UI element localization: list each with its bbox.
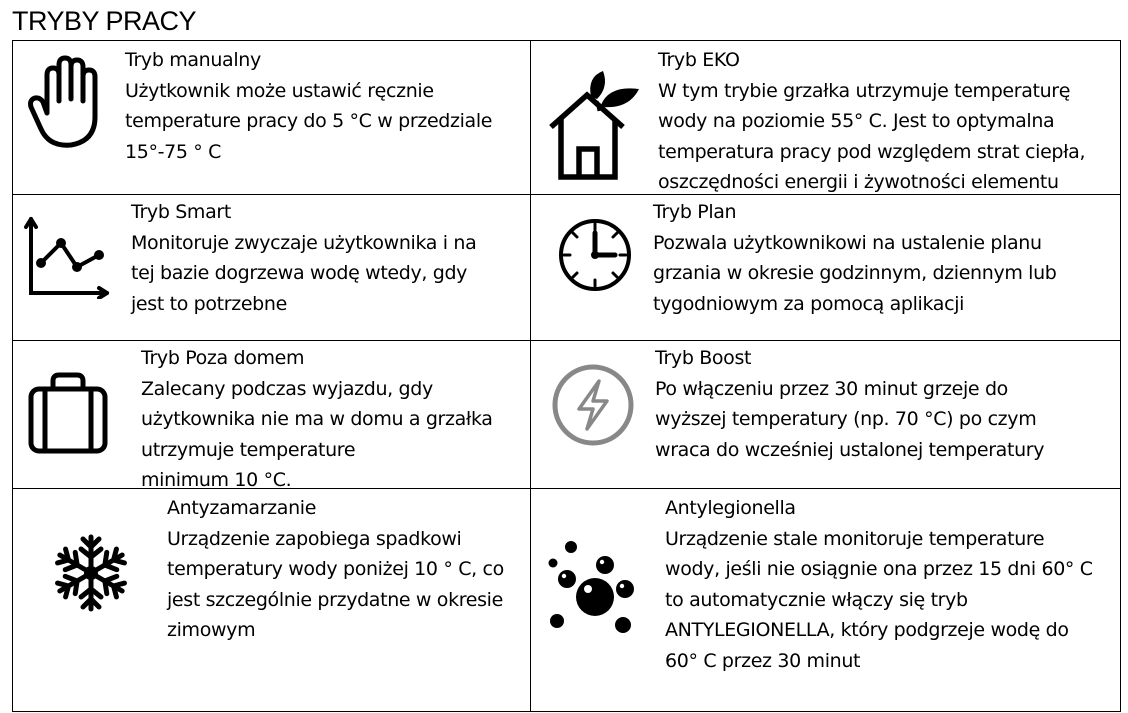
mode-description-line: minimum 10 °C. xyxy=(141,469,292,491)
hand-icon xyxy=(27,55,107,151)
mode-description-line: zimowym xyxy=(167,619,256,641)
line-chart-icon xyxy=(23,215,113,299)
mode-title: Antylegionella xyxy=(665,497,796,519)
mode-description-line: oszczędności energii i żywotności elementu xyxy=(658,171,1059,193)
snowflake-icon xyxy=(51,533,131,613)
mode-description-line: temperature pracy do 5 °C w przedziale xyxy=(125,110,493,132)
mode-description-line: ANTYLEGIONELLA, który podgrzeje wodę do xyxy=(665,619,1069,641)
mode-description-line: temperatury wody poniżej 10 ° C, co xyxy=(167,558,504,580)
mode-title: Tryb manualny xyxy=(125,49,261,71)
mode-title: Antyzamarzanie xyxy=(167,497,317,519)
mode-description-line: temperatura pracy pod względem strat ciepła, xyxy=(658,140,1086,163)
mode-description-line: utrzymuje temperature xyxy=(141,438,356,461)
table-row xyxy=(13,41,1121,195)
mode-description-line: Zalecany podczas wyjazdu, gdy xyxy=(141,377,433,400)
eco-house-icon xyxy=(547,67,643,183)
mode-description-line: Użytkownik może ustawić ręcznie xyxy=(125,79,434,102)
mode-description-line: wody, jeśli nie osiągnie ona przez 15 dni 60° C xyxy=(665,558,1093,580)
mode-description-line: tygodniowym za pomocą aplikacji xyxy=(653,292,965,315)
mode-description-line: Monitoruje zwyczaje użytkownika i na xyxy=(131,231,477,254)
mode-description-line: 15°-75 ° C xyxy=(125,140,222,163)
mode-description-line: to automatycznie włączy się tryb xyxy=(665,588,968,611)
lightning-icon xyxy=(549,361,637,449)
mode-description-line: grzania w okresie godzinnym, dziennym lub xyxy=(653,262,1057,284)
mode-description-line: Urządzenie zapobiega spadkowi xyxy=(167,527,462,550)
mode-description-line: 60° C przez 30 minut xyxy=(665,649,861,672)
table-row xyxy=(13,489,1121,712)
mode-title: Tryb Boost xyxy=(655,347,752,369)
mode-description-line: Po włączeniu przez 30 minut grzeje do xyxy=(655,377,1008,400)
table-row xyxy=(13,195,1121,341)
mode-cell-manual xyxy=(13,41,531,195)
mode-description-line: użytkownika nie ma w domu a grzałka xyxy=(141,408,493,430)
mode-cell-antilegionella xyxy=(531,489,1121,712)
clock-icon xyxy=(555,215,635,295)
mode-description-line: tej bazie dogrzewa wodę wtedy, gdy xyxy=(131,262,468,284)
mode-cell-smart xyxy=(13,195,531,341)
mode-title: Tryb Plan xyxy=(653,201,737,223)
mode-description-line: jest szczególnie przydatne w okresie xyxy=(167,588,503,611)
mode-cell-boost xyxy=(531,341,1121,489)
modes-table xyxy=(12,40,1121,712)
suitcase-icon xyxy=(27,371,109,455)
mode-description-line: Urządzenie stale monitoruje temperature xyxy=(665,527,1045,550)
mode-cell-away xyxy=(13,341,531,489)
mode-title: Tryb Poza domem xyxy=(141,347,305,369)
mode-description-line: W tym trybie grzałka utrzymuje temperaturę xyxy=(658,79,1071,102)
mode-description-line: wody na poziomie 55° C. Jest to optymalna xyxy=(658,110,1055,132)
mode-description-line: wraca do wcześniej ustalonej temperatury xyxy=(655,438,1045,461)
mode-title: Tryb EKO xyxy=(658,49,740,71)
mode-description-line: wyższej temperatury (np. 70 °C) po czym xyxy=(655,408,1037,430)
page-title: TRYBY PRACY xyxy=(12,6,197,36)
mode-description-line: Pozwala użytkownikowi na ustalenie planu xyxy=(653,231,1042,254)
mode-cell-eko xyxy=(531,41,1121,195)
mode-cell-plan xyxy=(531,195,1121,341)
bubbles-icon xyxy=(545,539,635,639)
table-row xyxy=(13,341,1121,489)
mode-cell-antifreeze xyxy=(13,489,531,712)
mode-description-line: jest to potrzebne xyxy=(131,292,287,315)
mode-title: Tryb Smart xyxy=(131,201,231,223)
